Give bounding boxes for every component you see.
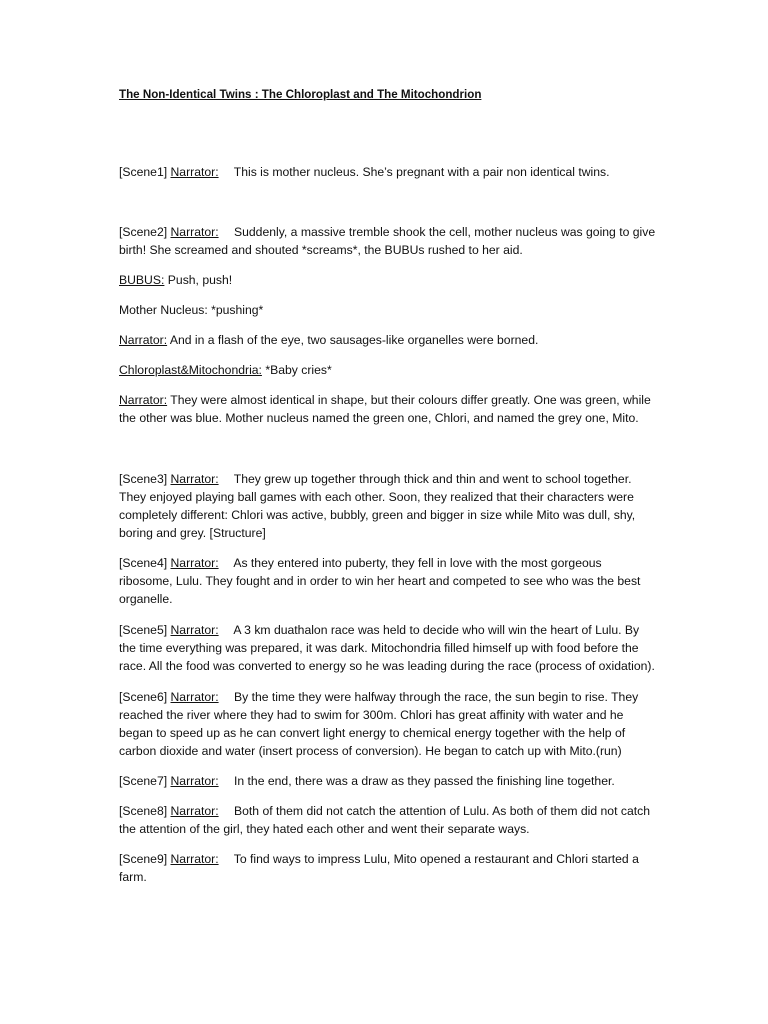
speaker-label: Narrator: — [170, 852, 219, 866]
paragraph-text: This is mother nucleus. She’s pregnant with a pair non identical twins. — [233, 165, 610, 179]
paragraph-scene5 — [119, 621, 657, 675]
speaker-label: Narrator: — [170, 556, 219, 570]
paragraph-text: They grew up together through thick and thin and went to school together. They enjoyed playing ball games with each other. Soon, they realized that their characters were completely different: Chlori was active, bubbly, green and bigger in size while Mito was dull, shy, boring and grey. [Structure] — [119, 472, 636, 540]
paragraph-scene4 — [119, 554, 657, 608]
paragraph-text: Mother Nucleus: *pushing* — [119, 303, 264, 317]
scene-label: [Scene9] — [119, 852, 168, 866]
paragraph-scene2 — [119, 223, 657, 259]
paragraph-text: To find ways to impress Lulu, Mito opened a restaurant and Chlori started a farm. — [119, 852, 639, 884]
speaker-label: Narrator: — [170, 804, 219, 818]
speaker-label: Narrator: — [170, 774, 219, 788]
paragraph-text: By the time they were halfway through the race, the sun begin to rise. They reached the river where they had to swim for 300m. Chlori has great affinity with water and he began to speed up as he can convert light energy to chemical energy together with the help of carbon dioxide and water (insert process of conversion). He began to catch up with Mito.(run) — [119, 690, 639, 758]
speaker-label: Narrator: — [170, 623, 219, 637]
speaker-label: Narrator: — [170, 690, 219, 704]
paragraph-bubus — [119, 271, 657, 289]
paragraph-text: Push, push! — [167, 273, 233, 287]
paragraph-scene1 — [119, 163, 657, 181]
paragraph-text: Both of them did not catch the attention of Lulu. As both of them did not catch the attention of the girl, they hated each other and went their separate ways. — [119, 804, 650, 836]
paragraph-text: As they entered into puberty, they fell in love with the most gorgeous ribosome, Lulu. They fought and in order to win her heart and competed to see who was the best organelle. — [119, 556, 641, 606]
scene-label: [Scene3] — [119, 472, 168, 486]
scene-label: [Scene8] — [119, 804, 168, 818]
paragraph-text: In the end, there was a draw as they passed the finishing line together. — [233, 774, 615, 788]
paragraph-text: Suddenly, a massive tremble shook the cell, mother nucleus was going to give birth! She screamed and shouted *screams*, the BUBUs rushed to her aid. — [119, 225, 656, 257]
paragraph-scene6 — [119, 688, 657, 760]
speaker-label: Narrator: — [170, 165, 219, 179]
scene-label: [Scene1] — [119, 165, 168, 179]
speaker-label: Chloroplast&Mitochondria: — [119, 363, 262, 377]
scene-label: [Scene7] — [119, 774, 168, 788]
paragraph-narrator-colours — [119, 391, 657, 427]
paragraph-narrator-flash — [119, 331, 657, 349]
paragraph-text: And in a flash of the eye, two sausages-like organelles were borned. — [169, 333, 539, 347]
paragraph-scene3 — [119, 470, 657, 542]
speaker-label: Narrator: — [119, 333, 168, 347]
paragraph-babies — [119, 361, 657, 379]
document-title: The Non-Identical Twins : The Chloroplast and The Mitochondrion — [119, 88, 482, 101]
paragraph-scene8 — [119, 802, 657, 838]
paragraph-scene7 — [119, 772, 657, 790]
scene-label: [Scene2] — [119, 225, 168, 239]
paragraph-text: A 3 km duathalon race was held to decide who will win the heart of Lulu. By the time everything was prepared, it was dark. Mitochondria filled himself up with food before the race. All the food was converted to energy so he was leading during the race (process of oxidation). — [119, 623, 655, 673]
speaker-label: Narrator: — [170, 225, 219, 239]
scene-label: [Scene4] — [119, 556, 168, 570]
scene-label: [Scene5] — [119, 623, 168, 637]
paragraph-text: *Baby cries* — [265, 363, 332, 377]
speaker-label: Narrator: — [170, 472, 219, 486]
scene-label: [Scene6] — [119, 690, 168, 704]
speaker-label: BUBUS: — [119, 273, 165, 287]
paragraph-mother-nucleus — [119, 301, 657, 319]
paragraph-scene9 — [119, 850, 657, 886]
paragraph-text: They were almost identical in shape, but their colours differ greatly. One was green, while the other was blue. Mother nucleus named the green one, Chlori, and named the grey one, Mito. — [119, 393, 651, 425]
speaker-label: Narrator: — [119, 393, 168, 407]
